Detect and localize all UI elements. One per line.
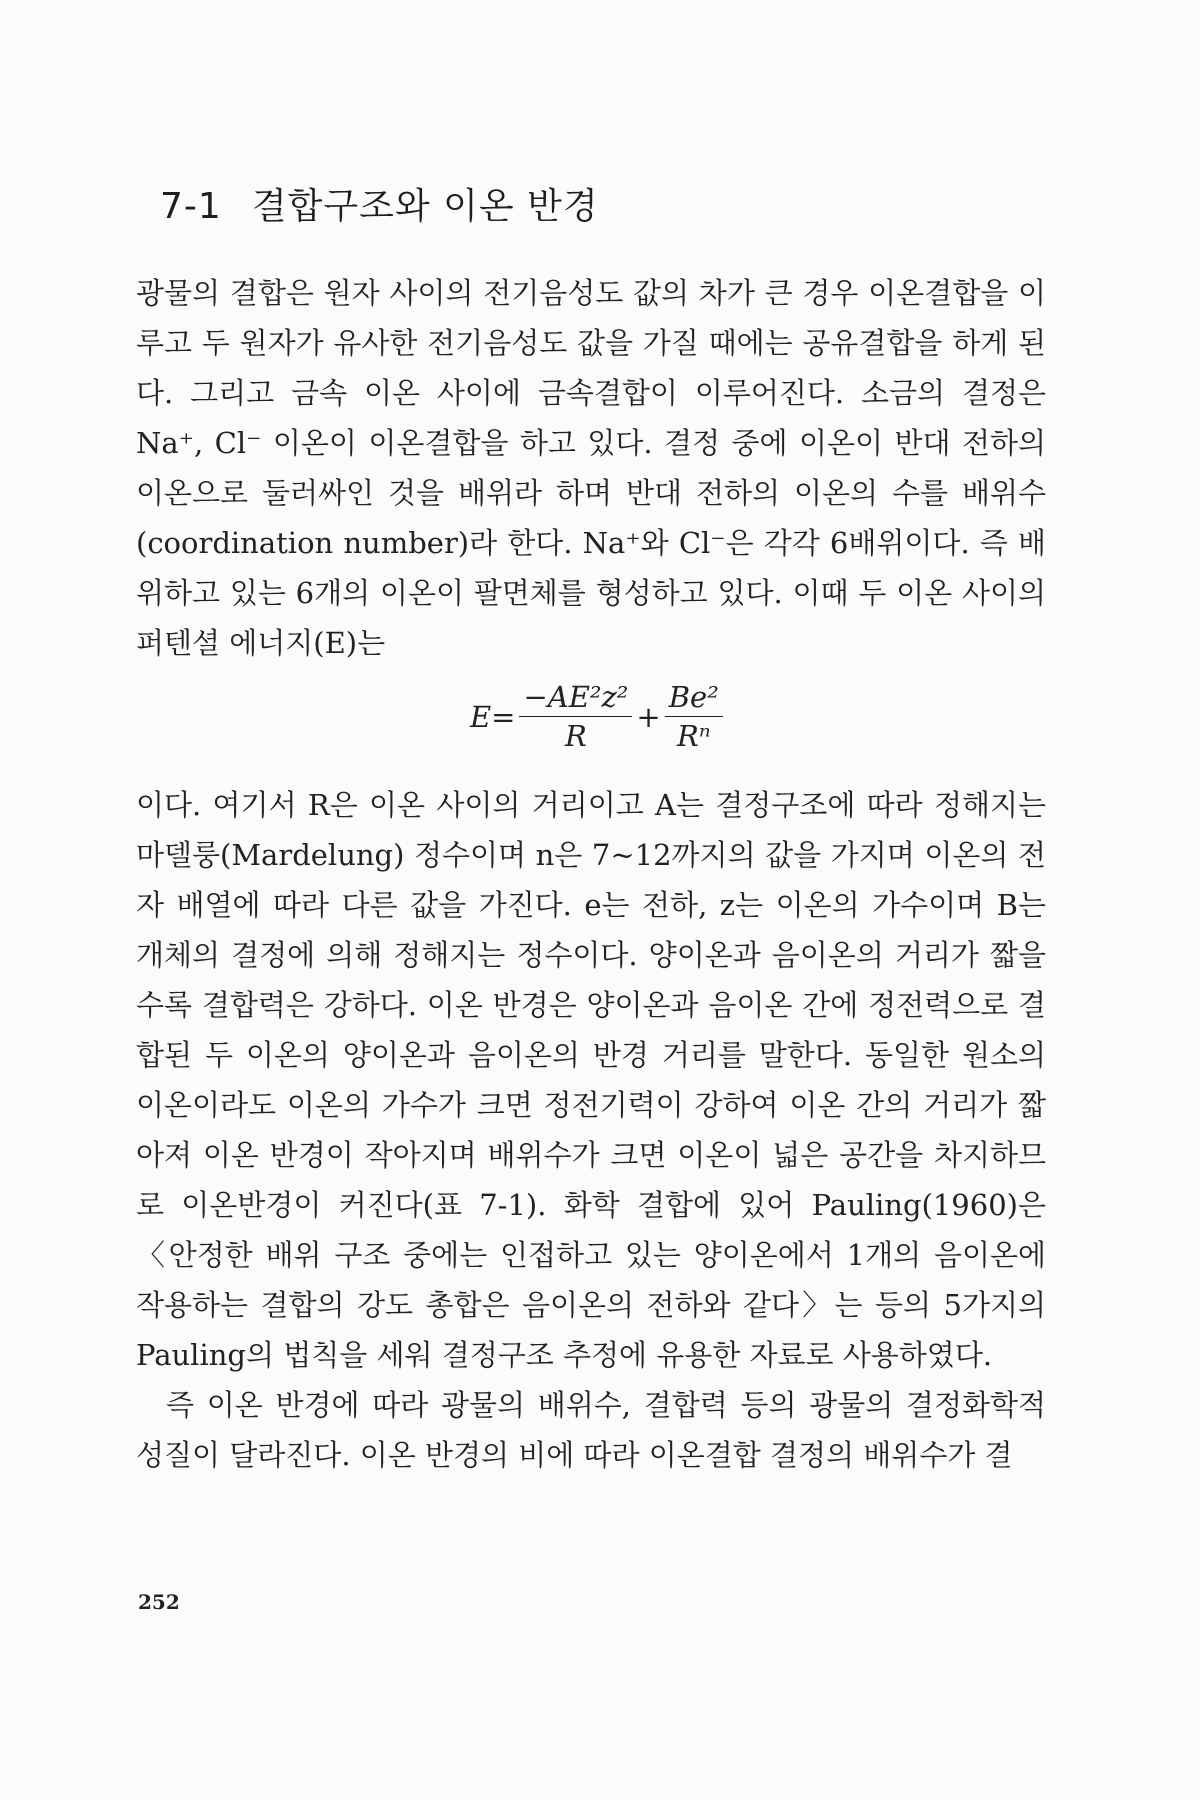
section-title: 결합구조와 이온 반경 [251, 186, 599, 227]
potential-energy-formula [470, 680, 727, 753]
formula-fraction-1 [519, 680, 632, 753]
page-number: 252 [138, 1590, 180, 1614]
paragraph-coordination: 즉 이온 반경에 따라 광물의 배위수, 결합력 등의 광물의 결정화학적 성질이 달라진다. 이온 반경의 비에 따라 이온결합 결정의 배위수가 결 [136, 1388, 1046, 1472]
section-heading [160, 178, 599, 229]
formula-denominator-1: R [565, 719, 587, 753]
formula-denominator-2: Rⁿ [676, 719, 711, 753]
formula-operator: + [636, 699, 661, 734]
paragraph-bonding: 광물의 결합은 원자 사이의 전기음성도 값의 차가 큰 경우 이온결합을 이루고 두 원자가 유사한 전기음성도 값을 가질 때에는 공유결합을 하게 된다. 그리고 금속 이온 사이에 금속결합이 이루어진다. 소금의 결정은 Na⁺, Cl⁻ 이온이 이온결합을 하고 있다. 결정 중에 이온이 반대 전하의 이온으로 둘러싸인 것을 배위라 하며 반대 전하의 이온의 수를 배위수(coordination number)라 한다. Na⁺와 Cl⁻은 각각 6배위이다. 즉 배위하고 있는 6개의 이온이 팔면체를 형성하고 있다. 이때 두 이온 사이의 퍼텐셜 에너지(E)는 [136, 276, 1046, 660]
text-block-ionic-radius [136, 780, 1046, 1480]
section-number: 7-1 [160, 186, 222, 227]
formula-fraction-2 [665, 680, 723, 753]
formula-lhs: E= [470, 699, 516, 734]
formula-numerator-1: −AE²z² [519, 680, 632, 717]
paragraph-formula-explanation: 이다. 여기서 R은 이온 사이의 거리이고 A는 결정구조에 따라 정해지는 마델룽(Mardelung) 정수이며 n은 7~12까지의 값을 가지며 이온의 전자 배열에 따라 다른 값을 가진다. e는 전하, z는 이온의 가수이며 B는 개체의 결정에 의해 정해지는 정수이다. 양이온과 음이온의 거리가 짧을수록 결합력은 강하다. 이온 반경은 양이온과 음이온 간에 정전력으로 결합된 두 이온의 양이온과 음이온의 반경 거리를 말한다. 동일한 원소의 이온이라도 이온의 가수가 크면 정전기력이 강하여 이온 간의 거리가 짧아져 이온 반경이 작아지며 배위수가 크면 이온이 넓은 공간을 차지하므로 이온반경이 커진다(표 7-1). 화학 결합에 있어 Pauling(1960)은 〈안정한 배위 구조 중에는 인접하고 있는 양이온에서 1개의 음이온에 작용하는 결합의 강도 총합은 음이온의 전하와 같다〉는 등의 5가지의 Pauling의 법칙을 세워 결정구조 추정에 유용한 자료로 사용하였다. [136, 788, 1046, 1372]
formula-numerator-2: Be² [665, 680, 723, 717]
